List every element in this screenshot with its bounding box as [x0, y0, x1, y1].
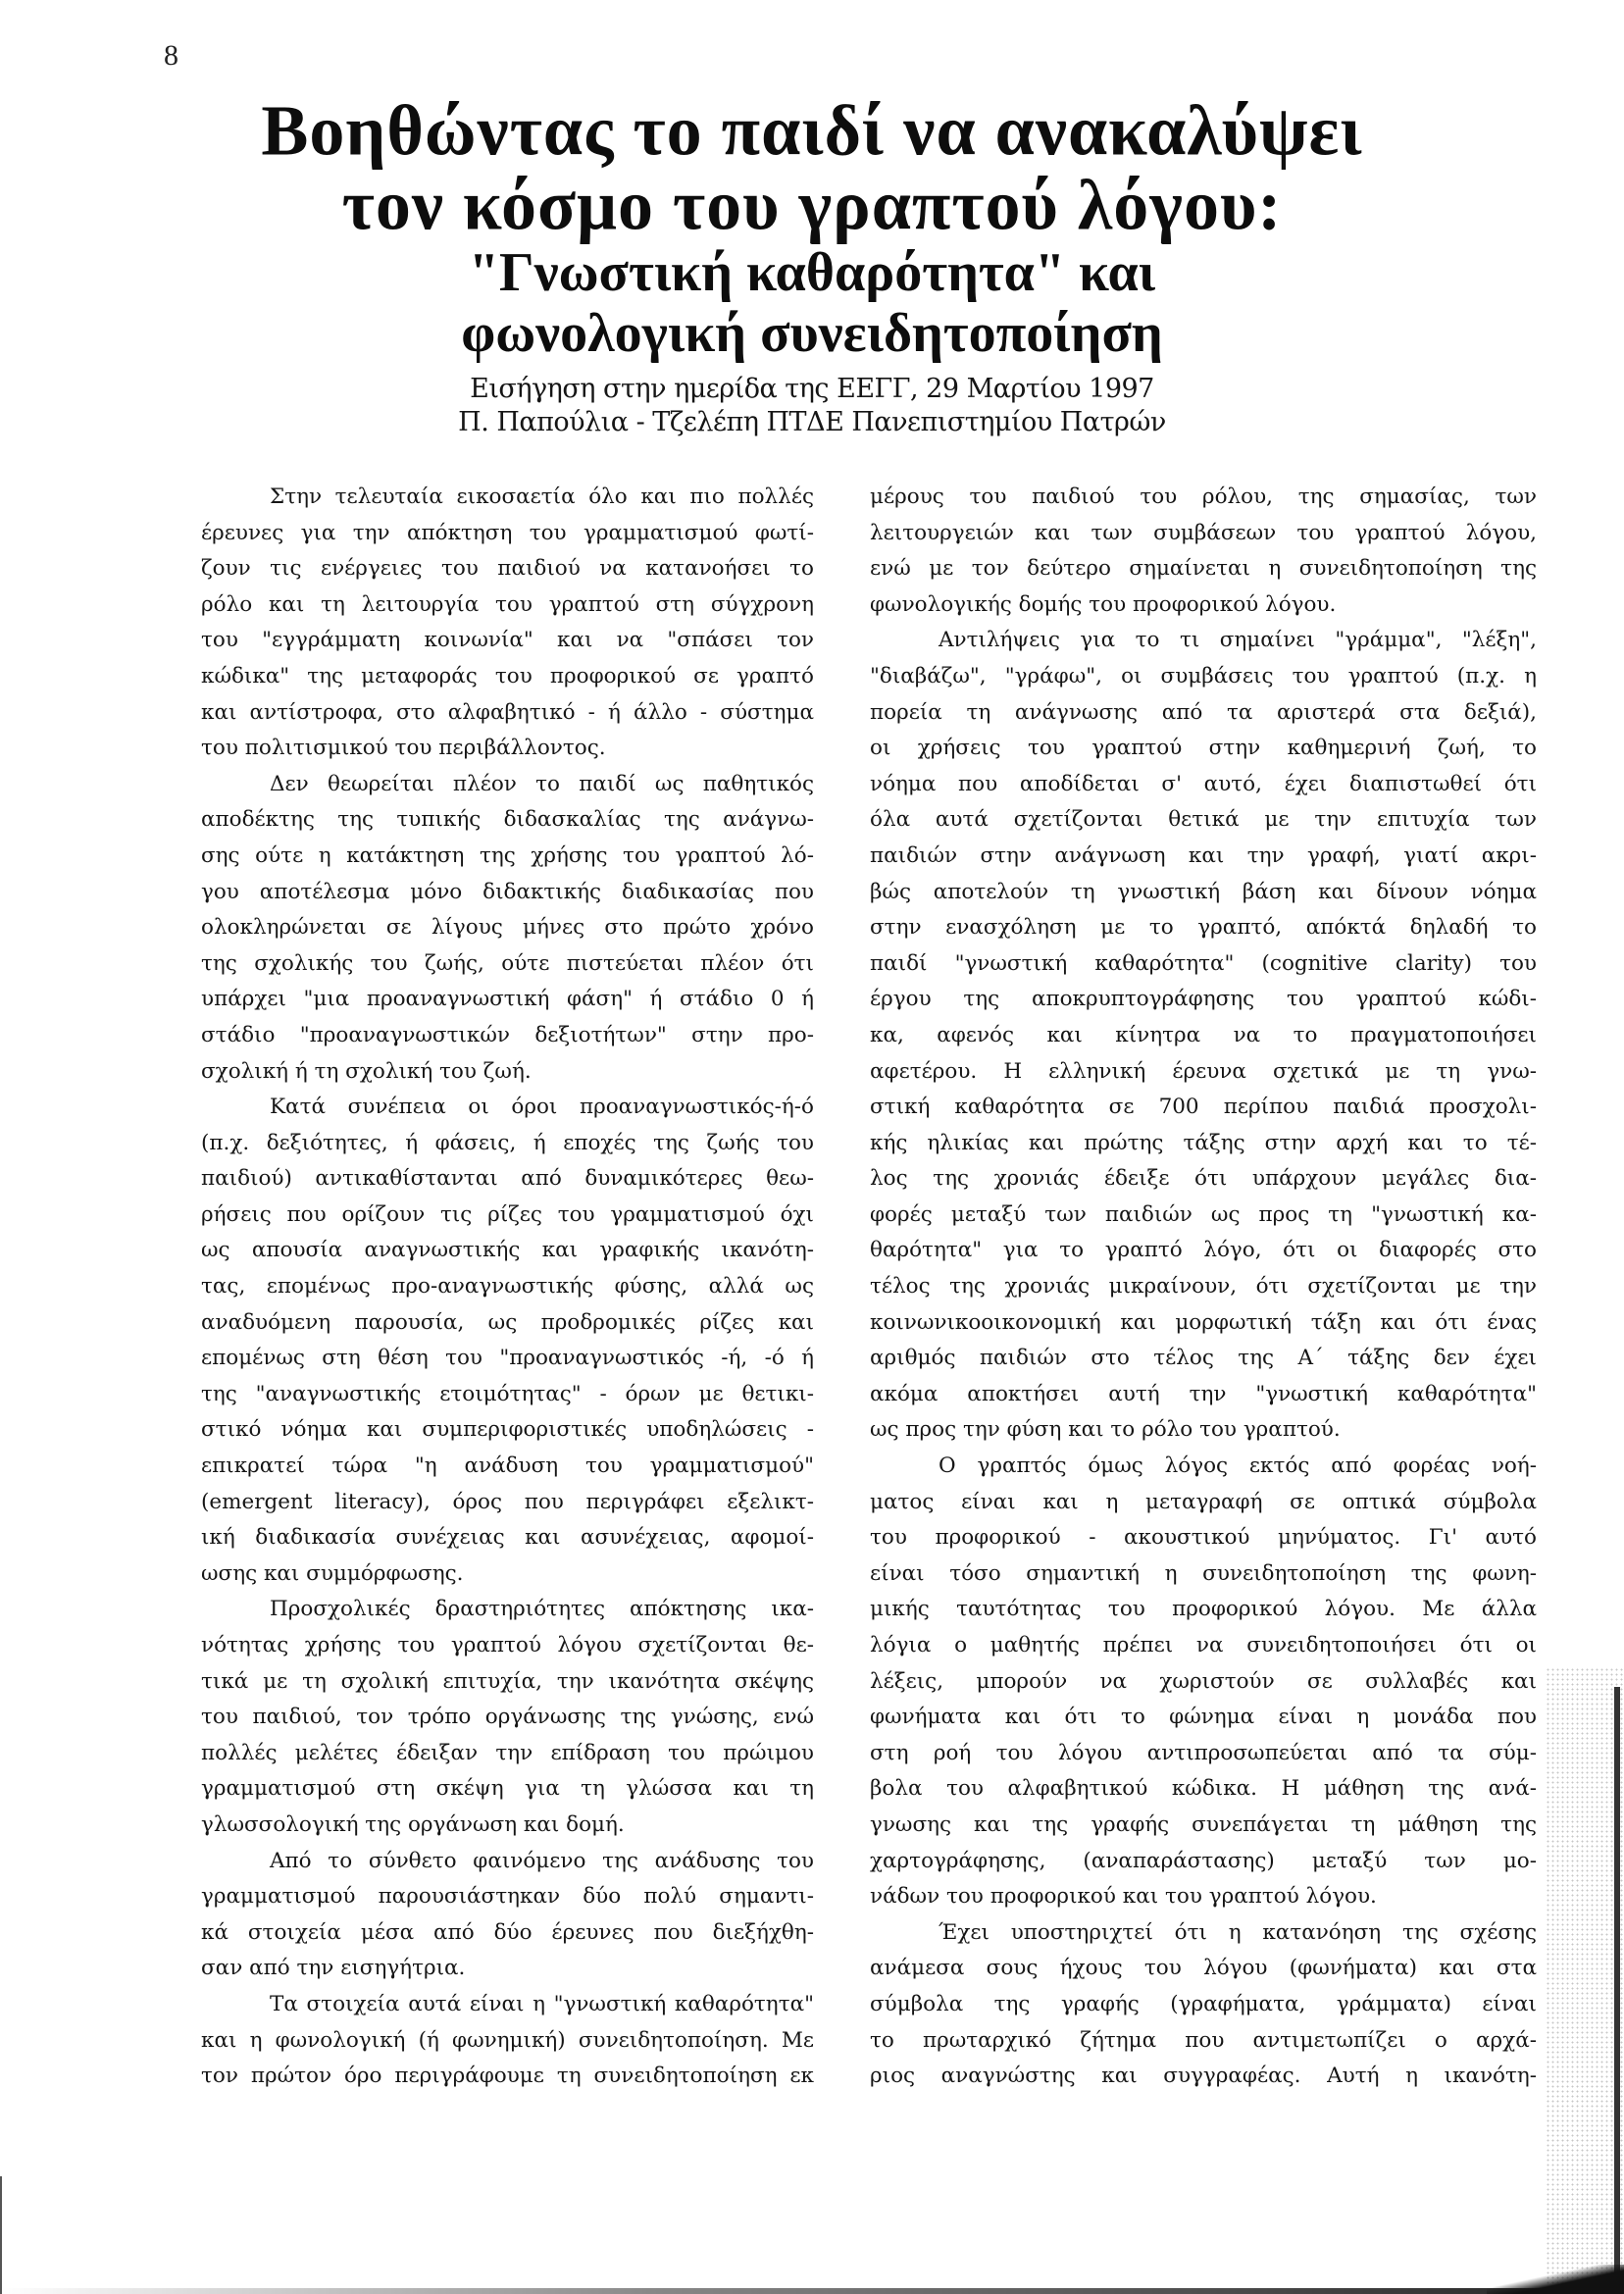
text-line: κα, αφενός και κίνητρα να το πραγματοποιήσει: [870, 1022, 1537, 1047]
text-line: νότητας χρήσης του γραπτού λόγου σχετίζονται θε-: [201, 1633, 814, 1657]
byline-author: Π. Παπούλια - Τζελέπη ΠΤΔΕ Πανεπιστημίου Πατρών: [458, 407, 1166, 437]
text-line: σαν από την εισηγήτρια.: [201, 1956, 466, 1981]
text-line: ενώ με τον δεύτερο σημαίνεται η συνειδητοποίηση της: [870, 556, 1537, 582]
text-line: ματος είναι και η μεταγραφή σε οπτικά σύμβολα: [870, 1489, 1537, 1514]
text-line: Έχει υποστηριχτεί ότι η κατανόηση της σχέσης: [939, 1919, 1537, 1945]
text-line: όλα αυτά σχετίζονται θετικά με την επιτυχία των: [870, 807, 1537, 833]
text-line: κοινωνικοοικονομική και μορφωτική τάξη και ότι ένας: [870, 1309, 1537, 1335]
text-line: σχολική ή τη σχολική του ζωή.: [201, 1058, 532, 1084]
text-line: θαρότητα" για το γραπτό λόγο, ότι οι διαφορές στο: [870, 1238, 1537, 1263]
text-line: του πολιτισμικού του περιβάλλοντος.: [201, 736, 606, 761]
text-line: έργου της αποκρυπτογράφησης του γραπτού κώδι-: [870, 987, 1537, 1012]
text-line: τον πρώτον όρο περιγράφουμε τη συνειδητοποίηση εκ: [201, 2064, 814, 2089]
text-line: σύμβολα της γραφής (γραφήματα, γράμματα) είναι: [870, 1991, 1537, 2016]
text-line: νόημα που αποδίδεται σ' αυτό, έχει διαπιστωθεί ότι: [870, 771, 1537, 796]
text-line: γου αποτέλεσμα μόνο διδακτικής διαδικασίας που: [201, 879, 814, 904]
text-line: Αντιλήψεις για το τι σημαίνει "γράμμα", "λέξη",: [939, 628, 1537, 653]
text-line: φορές μεταξύ των παιδιών ως προς τη "γνωστική κα-: [870, 1201, 1537, 1227]
text-line: το πρωταρχικό ζήτημα που αντιμετωπίζει ο αρχά-: [870, 2027, 1537, 2053]
text-line: του "εγγράμματη κοινωνία" και να "σπάσει τον: [201, 628, 814, 653]
text-line: Προσχολικές δραστηριότητες απόκτησης ικα-: [270, 1597, 814, 1622]
text-line: ωσης και συμμόρφωσης.: [201, 1560, 464, 1586]
text-line: ολοκληρώνεται σε λίγους μήνες στο πρώτο χρόνο: [201, 915, 814, 941]
text-line: υπάρχει "μια προαναγνωστική φάση" ή στάδιο 0 ή: [201, 987, 814, 1012]
text-line: κώδικα" της μεταφοράς του προφορικού σε γραπτό: [201, 663, 814, 688]
text-line: ρήσεις που ορίζουν τις ρίζες του γραμματισμού όχι: [201, 1201, 814, 1227]
text-line: Ο γραπτός όμως λόγος εκτός από φορέας νοή-: [939, 1453, 1537, 1479]
text-line: της "αναγνωστικής ετοιμότητας" - όρων με θετικι-: [201, 1381, 814, 1406]
text-line: τας, επομένως προ-αναγνωστικής φύσης, αλλά ως: [201, 1274, 814, 1300]
left-column: [201, 480, 814, 2095]
text-line: ακόμα αποκτήσει αυτή την "γνωστική καθαρότητα": [870, 1381, 1537, 1406]
scan-edge-left: [0, 2176, 2, 2294]
text-line: γνωσης και της γραφής συνεπάγεται τη μάθηση της: [870, 1811, 1537, 1837]
text-line: Από το σύνθετο φαινόμενο της ανάδυσης του: [270, 1848, 814, 1873]
text-line: τέλος της χρονιάς μικραίνουν, ότι σχετίζονται με την: [870, 1274, 1537, 1300]
text-line: και η φωνολογική (ή φωνημική) συνειδητοποίηση. Με: [201, 2027, 814, 2053]
scan-edge-bar: [1614, 1687, 1620, 2285]
text-line: Κατά συνέπεια οι όροι προαναγνωστικός-ή-ό: [270, 1095, 814, 1120]
text-line: του προφορικού - ακουστικού μηνύματος. Γι' αυτό: [870, 1525, 1537, 1551]
text-line: λειτουργειών και των συμβάσεων του γραπτού λόγου,: [870, 520, 1537, 545]
scan-shadow-right: [1546, 1667, 1624, 2294]
article-subtitle-line-2: φωνολογική συνειδητοποίηση: [461, 303, 1163, 364]
text-line: ως απουσία αναγνωστικής και γραφικής ικανότη-: [201, 1238, 814, 1263]
text-line: και αντίστροφα, στο αλφαβητικό - ή άλλο - σύστημα: [201, 699, 814, 725]
text-line: έρευνες για την απόκτηση του γραμματισμού φωτί-: [201, 520, 814, 545]
text-line: στικό νόημα και συμπεριφοριστικές υποδηλώσεις -: [201, 1417, 814, 1443]
text-line: παιδιών στην ανάγνωση και την γραφή, γιατί ακρι-: [870, 842, 1537, 868]
text-line: ανάμεσα σους ήχους του λόγου (φωνήματα) και στα: [870, 1956, 1537, 1981]
text-line: κά στοιχεία μέσα από δύο έρευνες που διεξήχθη-: [201, 1919, 814, 1945]
text-line: Τα στοιχεία αυτά είναι η "γνωστική καθαρότητα": [270, 1991, 814, 2016]
text-line: στική καθαρότητα σε 700 περίπου παιδιά προσχολι-: [870, 1095, 1537, 1120]
article-subtitle-line-1: "Γνωστική καθαρότητα" και: [468, 242, 1156, 303]
text-line: σης ούτε η κατάκτηση της χρήσης του γραπτού λό-: [201, 842, 814, 868]
text-line: Δεν θεωρείται πλέον το παιδί ως παθητικός: [270, 771, 814, 796]
text-line: γραμματισμού παρουσιάστηκαν δύο πολύ σημαντι-: [201, 1884, 814, 1910]
text-line: χαρτογράφησης, (αναπαράστασης) μεταξύ των μο-: [870, 1848, 1537, 1873]
right-column: [870, 480, 1537, 2095]
byline: [0, 373, 1624, 439]
text-line: φωνολογικής δομής του προφορικού λόγου.: [870, 591, 1337, 617]
text-line: "διαβάζω", "γράφω", οι συμβάσεις του γραπτού (π.χ. η: [870, 663, 1537, 688]
text-line: πολλές μελέτες έδειξαν την επίδραση του πρώιμου: [201, 1740, 814, 1765]
text-line: φωνήματα και ότι το φώνημα είναι η μονάδα που: [870, 1705, 1537, 1730]
text-line: Στην τελευταία εικοσαετία όλο και πιο πολλές: [270, 484, 814, 509]
text-line: πορεία τη ανάγνωσης από τα αριστερά στα δεξιά),: [870, 699, 1537, 725]
text-line: ζουν τις ενέργειες του παιδιού να κατανοήσει το: [201, 556, 814, 582]
text-line: τικά με τη σχολική επιτυχία, την ικανότητα σκέψης: [201, 1668, 814, 1694]
text-line: είναι τόσο σημαντική η συνειδητοποίηση της φωνη-: [870, 1560, 1537, 1586]
text-line: ως προς την φύση και το ρόλο του γραπτού.: [870, 1417, 1341, 1443]
text-line: της σχολικής του ζωής, ούτε πιστεύεται πλέον ότι: [201, 950, 814, 976]
text-line: γραμματισμού στη σκέψη για τη γλώσσα και τη: [201, 1776, 814, 1802]
text-line: βολα του αλφαβητικού κώδικα. Η μάθηση της ανά-: [870, 1776, 1537, 1802]
text-line: αφετέρου. Η ελληνική έρευνα σχετικά με τη γνω-: [870, 1058, 1537, 1084]
text-line: αποδέκτης της τυπικής διδασκαλίας της ανάγνω-: [201, 807, 814, 833]
article-title-block: [0, 90, 1624, 364]
text-line: κής ηλικίας και πρώτης τάξης στην αρχή και το τέ-: [870, 1130, 1537, 1155]
text-line: στην ενασχόληση με το γραπτό, απόκτά δηλαδή το: [870, 915, 1537, 941]
text-line: γλωσσολογική της οργάνωση και δομή.: [201, 1811, 625, 1837]
text-line: παιδί "γνωστική καθαρότητα" (cognitive clarity) του: [870, 950, 1537, 976]
text-line: (π.χ. δεξιότητες, ή φάσεις, ή εποχές της ζωής του: [201, 1130, 814, 1155]
text-line: νάδων του προφορικού και του γραπτού λόγου.: [870, 1884, 1377, 1910]
text-line: οι χρήσεις του γραπτού στην καθημερινή ζωή, το: [870, 736, 1537, 761]
scan-edge-bottom: [0, 2288, 1624, 2294]
text-line: βώς αποτελούν τη γνωστική βάση και δίνουν νόημα: [870, 879, 1537, 904]
article-title-line-2: τον κόσμο του γραπτού λόγου:: [341, 165, 1283, 245]
byline-event: Εισήγηση στην ημερίδα της ΕΕΓΓ, 29 Μαρτίου 1997: [470, 374, 1154, 404]
text-line: επικρατεί τώρα "η ανάδυση του γραμματισμού": [201, 1453, 814, 1479]
text-line: μικής ταυτότητας του προφορικού λόγου. Με άλλα: [870, 1597, 1537, 1622]
text-line: του παιδιού, τον τρόπο οργάνωσης της γνώσης, ενώ: [201, 1705, 814, 1730]
article-title-line-1: Βοηθώντας το παιδί να ανακαλύψει: [261, 90, 1363, 171]
text-line: επομένως στη θέση του "προαναγνωστικός -ή, -ό ή: [201, 1346, 814, 1371]
text-line: αναδυόμενη παρουσία, ως προδρομικές ρίζες και: [201, 1309, 814, 1335]
text-line: ρόλο και τη λειτουργία του γραπτού στη σύγχρονη: [201, 591, 814, 617]
text-line: ική διαδικασία συνέχειας και ασυνέχειας, αφομοί-: [201, 1525, 814, 1551]
text-line: (emergent literacy), όρος που περιγράφει εξελικτ-: [201, 1489, 814, 1514]
text-line: λόγια ο μαθητής πρέπει να συνειδητοποιήσει ότι οι: [870, 1633, 1537, 1657]
text-line: στη ροή του λόγου αντιπροσωπεύεται από τα σύμ-: [870, 1740, 1537, 1765]
text-line: λέξεις, μπορούν να χωριστούν σε συλλαβές και: [870, 1668, 1537, 1694]
scan-corner-shadow: [1487, 2265, 1624, 2294]
text-line: στάδιο "προαναγνωστικών δεξιοτήτων" στην προ-: [201, 1022, 814, 1047]
text-line: αριθμός παιδιών στο τέλος της Α΄ τάξης δεν έχει: [870, 1346, 1537, 1371]
text-line: μέρους του παιδιού του ρόλου, της σημασίας, των: [870, 484, 1537, 509]
text-line: ριος αναγνώστης και συγγραφέας. Αυτή η ικανότη-: [870, 2064, 1537, 2089]
text-line: λος της χρονιάς έδειξε ότι υπάρχουν μεγάλες δια-: [870, 1166, 1537, 1192]
page-number: 8: [164, 39, 178, 72]
text-line: παιδιού) αντικαθίστανται από δυναμικότερες θεω-: [201, 1166, 814, 1192]
